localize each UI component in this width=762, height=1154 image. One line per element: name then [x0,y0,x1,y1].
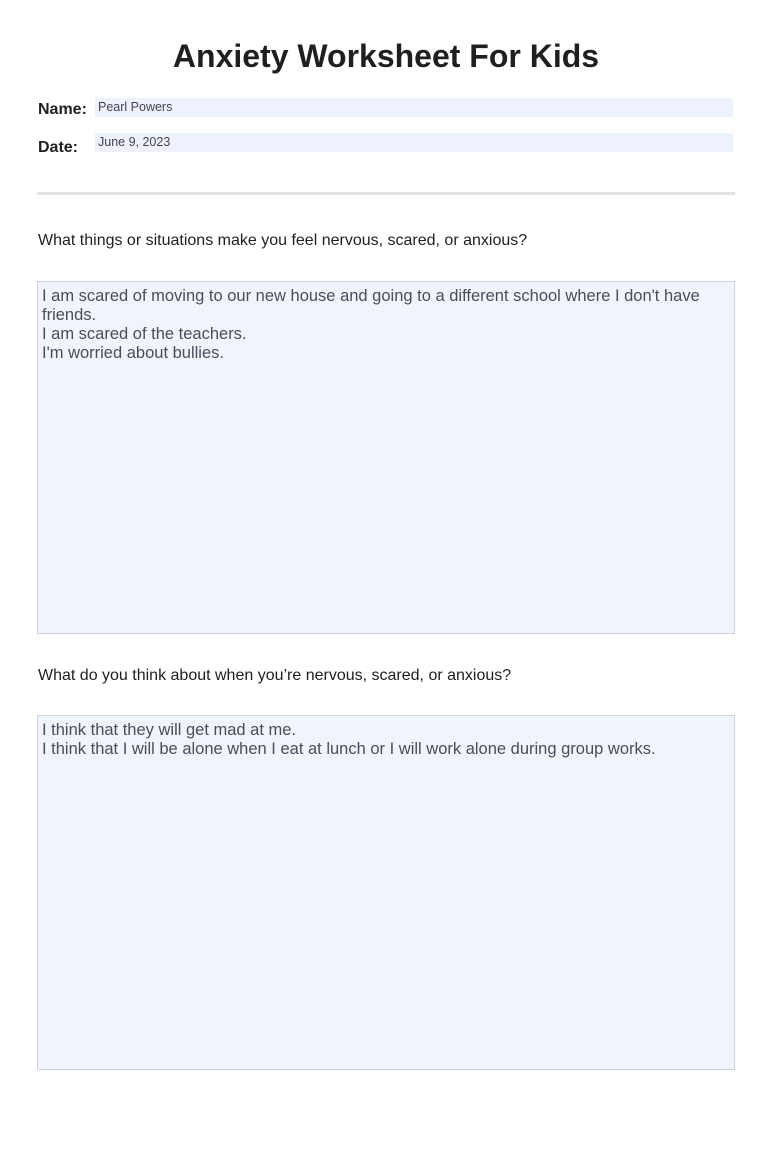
name-field[interactable]: Pearl Powers [95,98,733,117]
question-1-prompt: What things or situations make you feel nervous, scared, or anxious? [38,232,528,249]
question-2-answer-field[interactable]: I think that they will get mad at me. I think that I will be alone when I eat at lunch or I will work alone during group works. [37,715,735,1070]
name-label: Name: [38,101,87,118]
date-label: Date: [38,139,79,156]
question-2-prompt: What do you think about when you’re nervous, scared, or anxious? [38,667,512,684]
page-title: Anxiety Worksheet For Kids [172,38,600,74]
date-field[interactable]: June 9, 2023 [95,133,733,152]
section-divider [37,192,735,195]
question-1-answer-field[interactable]: I am scared of moving to our new house and going to a different school where I don't have friends. I am scared of the teachers. I'm worried about bullies. [37,281,735,634]
